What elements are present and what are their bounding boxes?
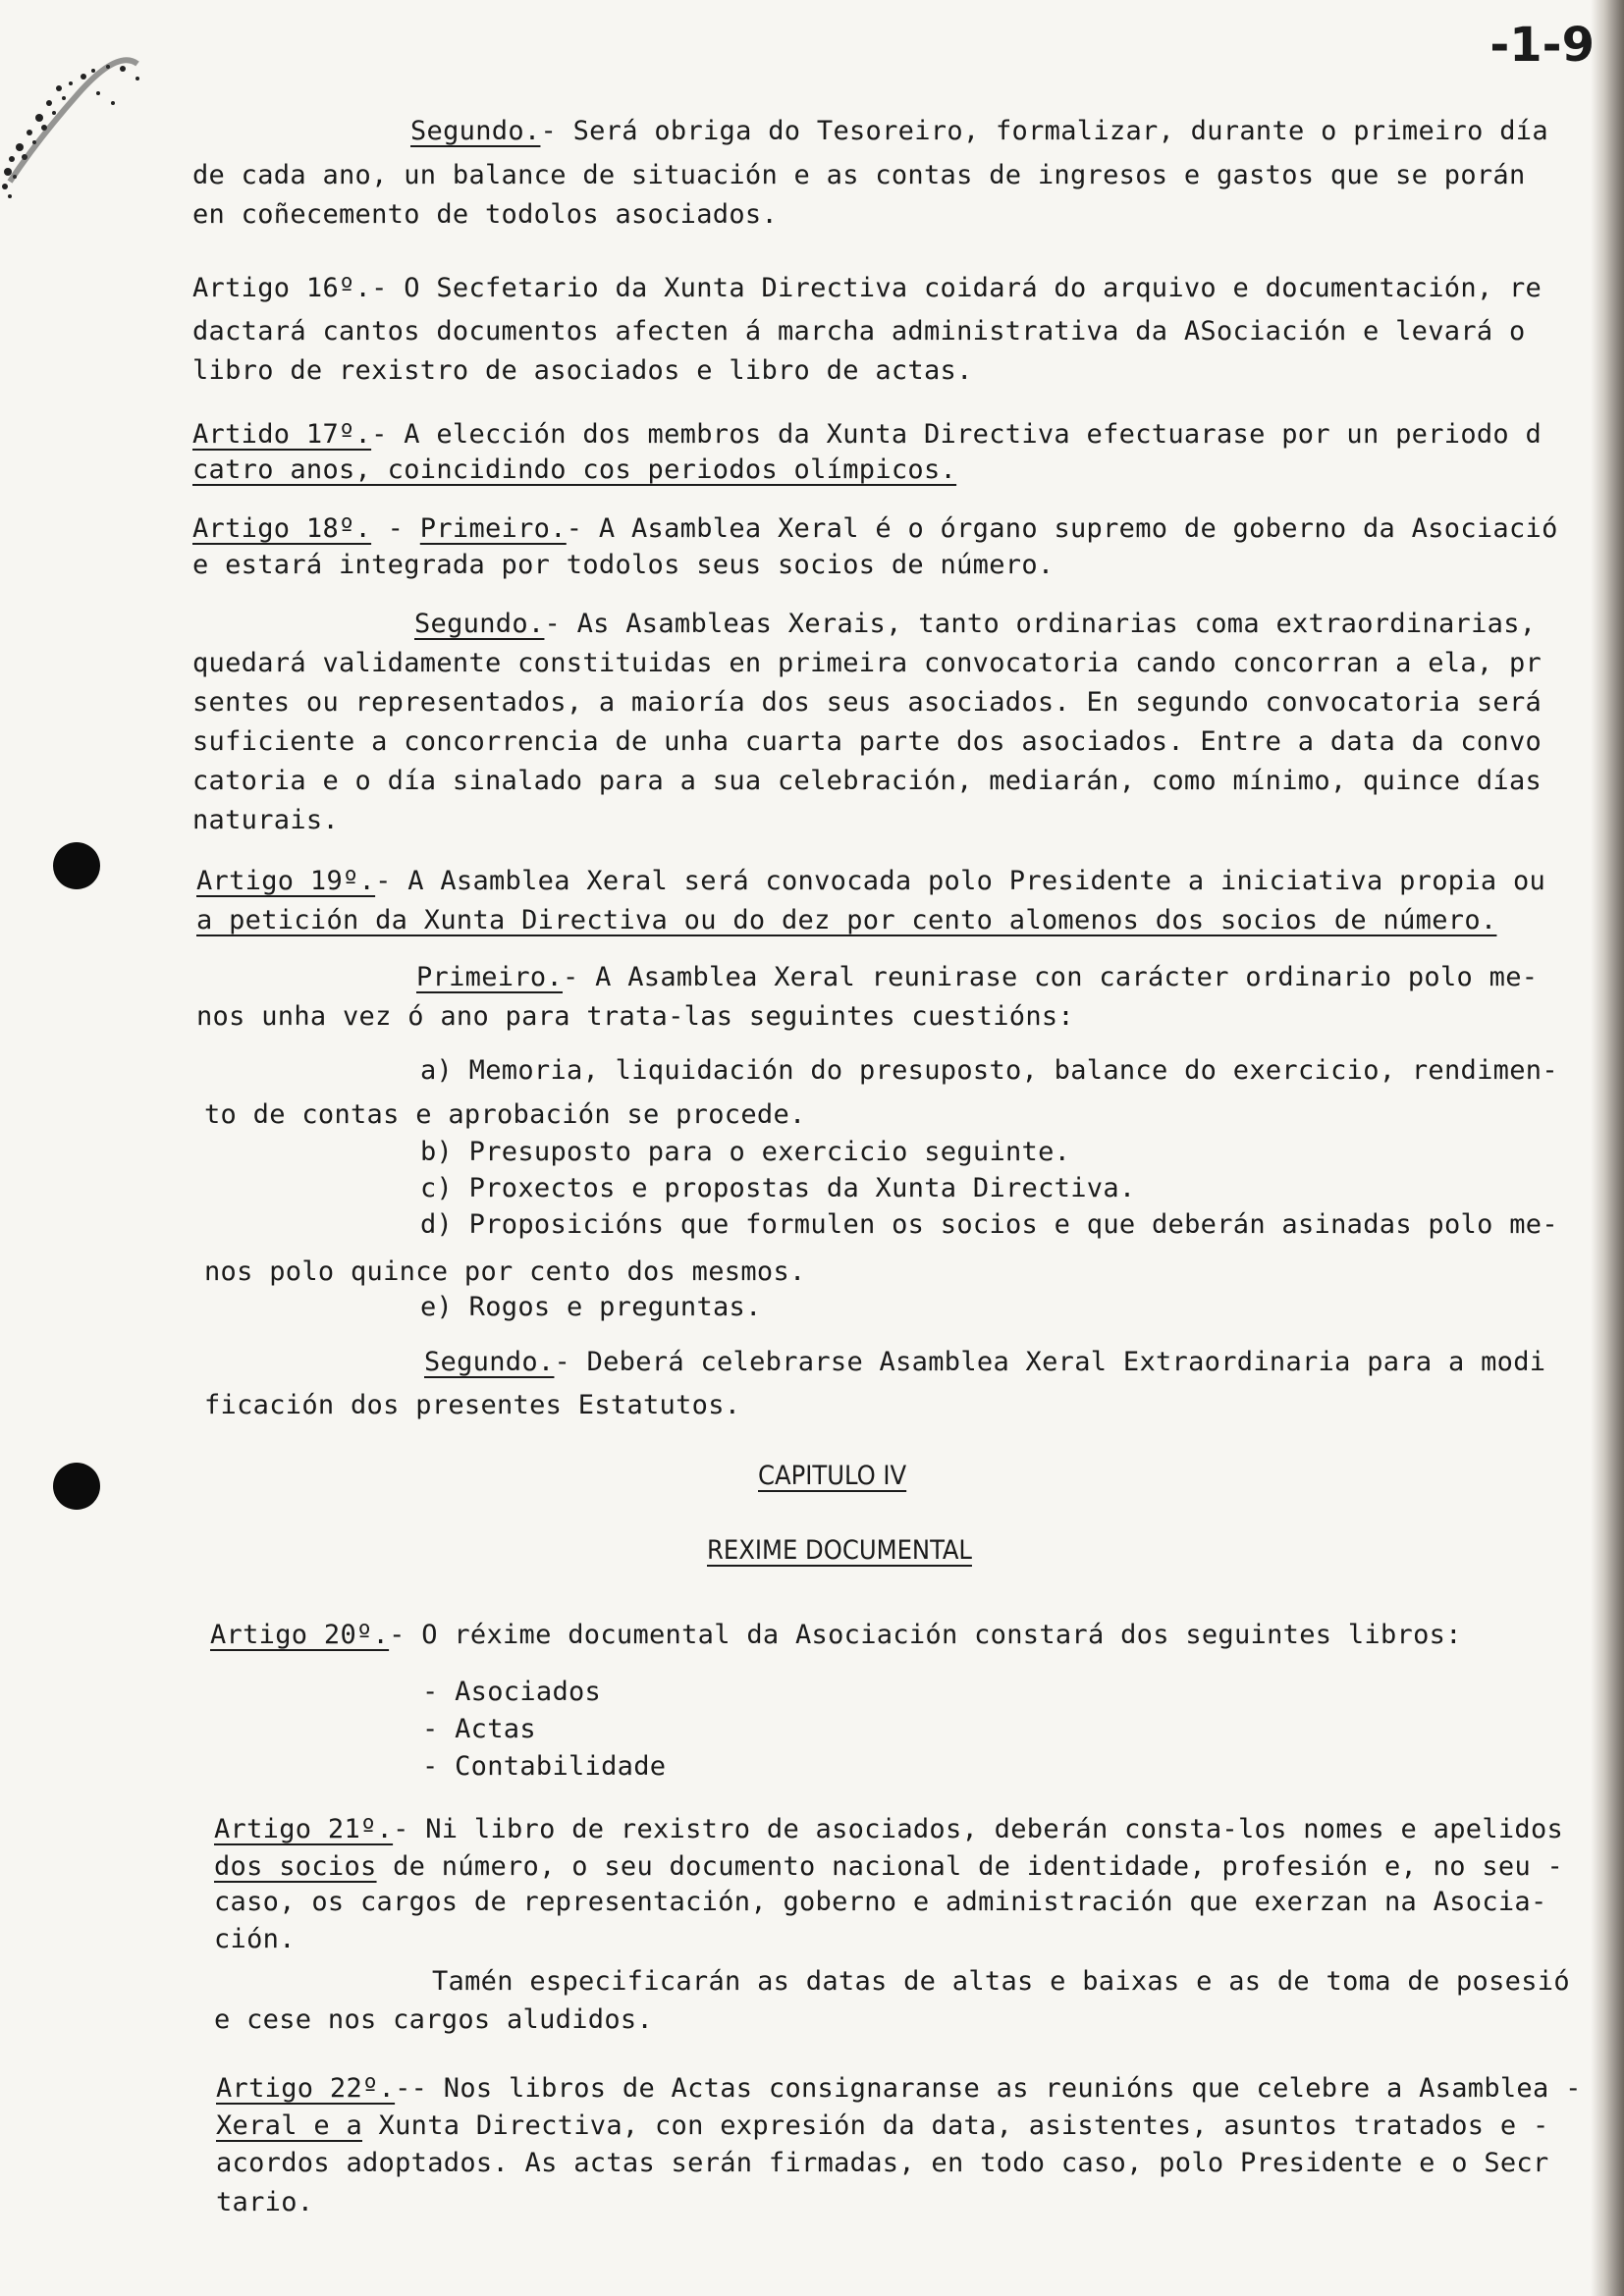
text-line: suficiente a concorrencia de unha cuarta parte dos asociados. Entre a data da convo (192, 726, 1543, 757)
page-number: -1-9 (1489, 18, 1595, 73)
article-heading: Artigo 18º. (192, 513, 372, 544)
text-line: nos unha vez ó ano para trata-las seguintes cuestións: (196, 1001, 1074, 1032)
article-heading: Artigo 21º. (214, 1814, 394, 1844)
text-line: naturais. (192, 805, 339, 835)
text-line: en coñecemento de todolos asociados. (192, 199, 778, 230)
article-heading: Artido 17º. (192, 419, 372, 450)
section-label: Segundo. (424, 1347, 555, 1377)
chapter-subtitle: REXIME DOCUMENTAL (707, 1535, 972, 1566)
text-line: sentes ou representados, a maioría dos seus asociados. En segundo convocatoria será (192, 687, 1543, 718)
list-item: - Asociados (422, 1677, 602, 1707)
text-line: Tamén especificarán as datas de altas e baixas e as de toma de posesió (432, 1966, 1570, 1997)
list-item: - Contabilidade (422, 1751, 667, 1782)
text-line: a petición da Xunta Directiva ou do dez por cento alomenos dos socios de número. (196, 905, 1497, 935)
text-line: Primeiro.- A Asamblea Xeral reunirase con carácter ordinario polo me- (416, 962, 1539, 992)
text-line: Xeral e a Xunta Directiva, con expresión da data, asistentes, asuntos tratados e - (216, 2110, 1549, 2141)
text-line: de cada ano, un balance de situación e as contas de ingresos e gastos que se porán (192, 160, 1526, 190)
article-21-line: Artigo 21º.- Ni libro de rexistro de asociados, deberán consta-los nomes e apelidos (214, 1814, 1564, 1844)
list-item: b) Presuposto para o exercicio seguinte. (420, 1137, 1071, 1167)
text-line: Segundo.- Será obriga do Tesoreiro, formalizar, durante o primeiro día (410, 116, 1548, 146)
list-item: c) Proxectos e propostas da Xunta Directiva. (420, 1173, 1136, 1203)
text-line: e cese nos cargos aludidos. (214, 2004, 653, 2035)
text-line: dos socios de número, o seu documento nacional de identidade, profesión e, no seu - (214, 1851, 1564, 1882)
text-line: to de contas e aprobación se procede. (204, 1099, 806, 1130)
punch-hole-bottom (53, 1463, 100, 1510)
text-line: catro anos, coincidindo cos periodos olímpicos. (192, 454, 957, 485)
article-18-line: Artigo 18º. - Primeiro.- A Asamblea Xeral é o órgano supremo de goberno da Asociació (192, 513, 1558, 544)
article-heading: Artigo 19º. (196, 866, 376, 896)
section-label: Segundo. (410, 116, 541, 146)
page-edge-shadow (1591, 0, 1624, 2296)
section-label: Segundo. (414, 609, 545, 639)
text-line: libro de rexistro de asociados e libro de actas. (192, 355, 973, 386)
article-22-line: Artigo 22º.-- Nos libros de Actas consignaranse as reunións que celebre a Asamblea - (216, 2073, 1582, 2104)
text-line: tario. (216, 2187, 314, 2217)
article-heading: Artigo 16º. (192, 273, 372, 303)
text-line: caso, os cargos de representación, goberno e administración que exerzan na Asocia- (214, 1887, 1547, 1917)
text-line: Segundo.- Deberá celebrarse Asamblea Xeral Extraordinaria para a modi (424, 1347, 1546, 1377)
text-line: ción. (214, 1924, 296, 1954)
chapter-title: CAPITULO IV (758, 1461, 907, 1491)
text-line: e estará integrada por todolos seus socios de número. (192, 550, 1055, 580)
text-line: nos polo quince por cento dos mesmos. (204, 1256, 806, 1287)
list-item: d) Proposicións que formulen os socios e que deberán asinadas polo me- (420, 1209, 1558, 1240)
text-line: dactará cantos documentos afecten á marcha administrativa da ASociación e levará o (192, 316, 1526, 347)
article-17-line: Artido 17º.- A elección dos membros da Xunta Directiva efectuarase por un periodo d (192, 419, 1543, 450)
section-label: Primeiro. (416, 962, 563, 992)
list-item: a) Memoria, liquidación do presuposto, balance do exercicio, rendimen- (420, 1055, 1558, 1086)
punch-hole-top (53, 842, 100, 889)
article-19-line: Artigo 19º.- A Asamblea Xeral será convocada polo Presidente a iniciativa propia ou (196, 866, 1546, 896)
text-line: quedará validamente constituidas en primeira convocatoria cando concorran a ela, pr (192, 648, 1543, 678)
text-line: catoria e o día sinalado para a sua celebración, mediarán, como mínimo, quince días (192, 766, 1543, 796)
article-heading: Artigo 22º. (216, 2073, 396, 2104)
article-20-line: Artigo 20º.- O réxime documental da Asociación constará dos seguintes libros: (210, 1620, 1462, 1650)
text-line: acordos adoptados. As actas serán firmadas, en todo caso, polo Presidente e o Secr (216, 2148, 1549, 2178)
ink-smudge (0, 49, 177, 216)
article-heading: Artigo 20º. (210, 1620, 390, 1650)
section-label: Primeiro. (419, 513, 567, 544)
list-item: e) Rogos e preguntas. (420, 1292, 762, 1322)
text-line: ficación dos presentes Estatutos. (204, 1390, 741, 1420)
text-line: Segundo.- As Asambleas Xerais, tanto ordinarias coma extraordinarias, (414, 609, 1537, 639)
article-16-line: Artigo 16º.- O Secfetario da Xunta Directiva coidará do arquivo e documentación, re (192, 273, 1543, 303)
list-item: - Actas (422, 1714, 536, 1744)
